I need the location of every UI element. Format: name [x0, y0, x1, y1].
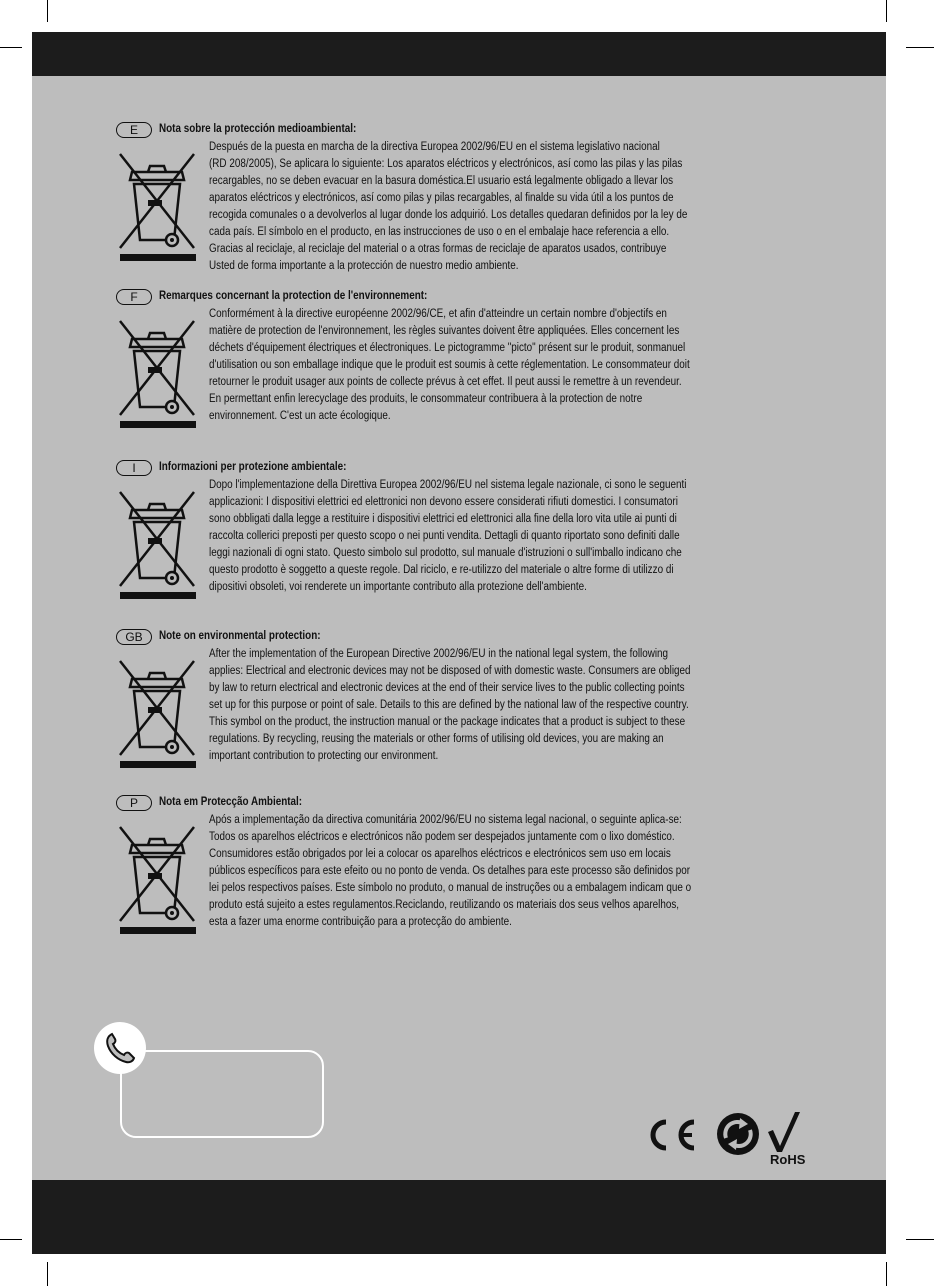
body-line: recargables, no se deben evacuar en la basura doméstica.El usuario está legalmente obligado a llevar los: [209, 175, 674, 187]
body-line: produto está sujeito a estes regulamentos.Reciclando, reutilizando os materiais dos seus velhos aparelhos,: [209, 899, 680, 911]
body-line: Conformément à la directive européenne 2002/96/CE, et afin d'atteindre un certain nombre d'objectifs en: [209, 308, 667, 320]
ce-mark-icon: [653, 1122, 694, 1148]
body-line: Usted de forma importante a la protección de nuestro medio ambiente.: [209, 260, 519, 272]
body-line: dipositivi obsoleti, voi renderete un importante contributo alla protezione dell'ambiente.: [209, 581, 587, 593]
body-line: En permettant enfin lerecyclage des produits, le consommateur contribuera à la protection de notre: [209, 393, 643, 405]
body-line: (RD 208/2005), Se aplicara lo siguiente: Los aparatos eléctricos y electrónicos, así como las pilas y las pilas: [209, 158, 683, 170]
body-line: esta a fazer uma enorme contribuição para a protecção do ambiente.: [209, 916, 512, 928]
weee-crossed-bin-icon: [114, 651, 198, 769]
body-line: Dopo l'implementazione della Direttiva Europea 2002/96/EU nel sistema legale nazionale, ci sono le seguenti: [209, 479, 687, 491]
section-title: Remarques concernant la protection de l'environnement:: [159, 290, 428, 302]
weee-crossed-bin-icon: [114, 311, 198, 429]
section-title: Note on environmental protection:: [159, 630, 321, 642]
document-page: [32, 32, 886, 1254]
recycling-icon: [717, 1113, 759, 1155]
body-line: raccolta collerici preposti per questo scopo o nei punti vendita. Dettagli di quanto riportato sono definiti dalle: [209, 530, 680, 542]
section-title: Informazioni per protezione ambientale:: [159, 461, 347, 473]
body-line: aparatos eléctricos y electrónicos, así como pilas y pilas recargables, al finalde su vida útil a los puntos de: [209, 192, 674, 204]
crop-mark: [886, 0, 887, 22]
body-line: públicos específicos para este efeito ou no ponto de venda. Os detalhes para este processo são definidos por: [209, 865, 691, 877]
certification-marks: [640, 1104, 830, 1164]
section-body: [209, 306, 828, 425]
weee-crossed-bin-icon: [114, 482, 198, 600]
crop-mark: [886, 1262, 887, 1286]
crop-mark: [906, 1239, 934, 1240]
body-line: leggi nazionali di ogni stato. Questo simbolo sul prodotto, sul manuale d'istruzioni o sull'imballo indicano che: [209, 547, 682, 559]
phone-contact-box: [94, 1022, 364, 1152]
body-line: déchets d'équipement électriques et électroniques. Le pictogramme "picto" présent sur le produit, sonmanuel: [209, 342, 686, 354]
language-code-badge: F: [116, 289, 152, 305]
language-code-badge: GB: [116, 629, 152, 645]
body-line: recogida comunales o a devolverlos al lugar donde los adquirió. Los detalles quedaran definidos por la ley de: [209, 209, 688, 221]
body-line: retourner le produit usager aux points de collecte prévus à cet effet. Il peut aussi le remettre à un revendeur.: [209, 376, 682, 388]
body-line: Consumidores estão obrigados por lei a colocar os aparelhos eléctricos e electrónicos sem uso em locais: [209, 848, 671, 860]
body-line: lei pelos respectivos países. Este símbolo no produto, o manual de instruções ou a embalagem indicam que o: [209, 882, 692, 894]
section-title: Nota em Protecção Ambiental:: [159, 796, 303, 808]
top-bar: [32, 32, 886, 76]
language-code-badge: P: [116, 795, 152, 811]
body-line: Después de la puesta en marcha de la directiva Europea 2002/96/EU en el sistema legislativo nacional: [209, 141, 660, 153]
rohs-mark-icon: [768, 1112, 806, 1164]
bottom-bar: [32, 1180, 886, 1254]
body-line: applies: Electrical and electronic devices may not be disposed of with domestic waste. Consumers are obliged: [209, 665, 691, 677]
body-line: by law to return electrical and electronic devices at the end of their service lives to the public collecting points: [209, 682, 685, 694]
body-line: set up for this purpose or point of sale. Details to this are defined by the national law of the respective country.: [209, 699, 689, 711]
body-line: sono obbligati dalla legge a restituire i dispositivi elettrici ed elettronici alla fine della loro vita utile ai punti di: [209, 513, 677, 525]
weee-crossed-bin-icon: [114, 817, 198, 935]
body-line: cada país. El símbolo en el producto, en las instrucciones de uso o en el embalaje hace referencia a ello.: [209, 226, 670, 238]
body-line: d'utilisation ou son emballage indique que le produit est soumis à cette réglementation. Le consommateur doit: [209, 359, 690, 371]
body-line: Gracias al reciclaje, al reciclaje del material o a otras formas de reciclaje de aparatos usados, contribuye: [209, 243, 667, 255]
body-line: regulations. By recycling, reusing the materials or other forms of utilising old devices, you are making an: [209, 733, 664, 745]
body-line: After the implementation of the European Directive 2002/96/EU in the national legal system, the following: [209, 648, 669, 660]
body-line: questo prodotto è soggetto a queste regole. Dal riciclo, e re-utilizzo del materiale o altre forme di utilizzo di: [209, 564, 674, 576]
crop-mark: [0, 47, 22, 48]
crop-mark: [47, 0, 48, 22]
crop-mark: [0, 1239, 22, 1240]
section-body: [209, 139, 828, 275]
phone-icon: [94, 1022, 146, 1074]
body-line: applicazioni: I dispositivi elettrici ed elettronici non devono essere considerati rifiuti domestici. I consumatori: [209, 496, 678, 508]
body-line: This symbol on the product, the instruction manual or the package indicates that a product is subject to these: [209, 716, 686, 728]
language-code-badge: I: [116, 460, 152, 476]
weee-crossed-bin-icon: [114, 144, 198, 262]
section-body: [209, 646, 828, 765]
rohs-label: RoHS: [770, 1152, 806, 1164]
section-body: [209, 812, 828, 931]
body-line: important contribution to protecting our environment.: [209, 750, 439, 762]
section-body: [209, 477, 828, 596]
section-title: Nota sobre la protección medioambiental:: [159, 123, 357, 135]
body-line: environnement. C'est un acte écologique.: [209, 410, 391, 422]
body-line: Após a implementação da directiva comunitária 2002/96/EU no sistema legal nacional, o seguinte aplica-se:: [209, 814, 682, 826]
crop-mark: [47, 1262, 48, 1286]
crop-mark: [906, 47, 934, 48]
body-line: Todos os aparelhos eléctricos e electrónicos não podem ser despejados juntamente com o lixo doméstico.: [209, 831, 675, 843]
language-code-badge: E: [116, 122, 152, 138]
phone-bubble: [120, 1050, 324, 1138]
body-line: matière de protection de l'environnement, les règles suivantes doivent être appliquées. Elles concernent les: [209, 325, 680, 337]
